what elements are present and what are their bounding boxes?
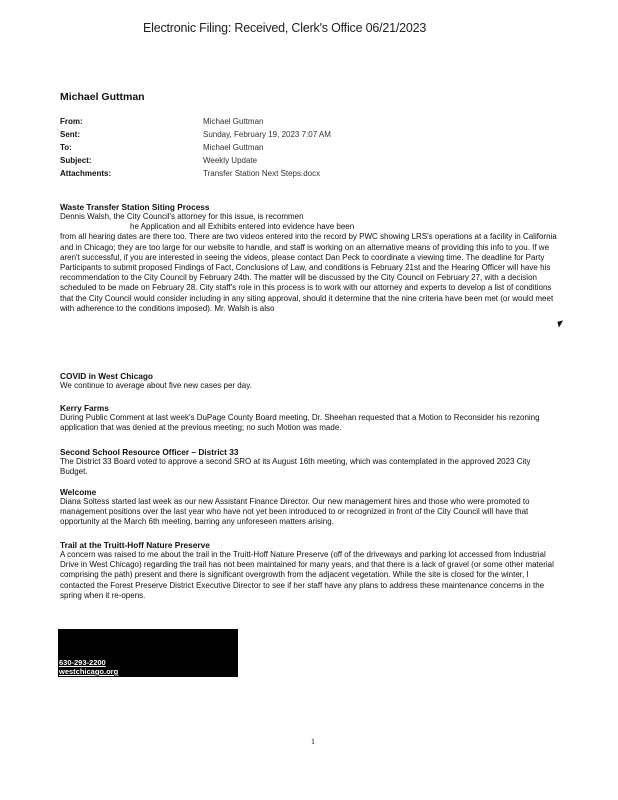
section-title: Second School Resource Officer – District 33 — [60, 447, 239, 457]
section-title: Kerry Farms — [60, 403, 109, 413]
section-sro — [60, 447, 560, 477]
section-covid — [60, 371, 560, 391]
header-row-to — [60, 141, 331, 154]
section-trail — [60, 540, 560, 601]
signature-phone: 630-293-2200 — [59, 658, 106, 667]
header-row-subject — [60, 154, 331, 167]
header-row-attachments — [60, 167, 331, 180]
section-kerry-farms — [60, 403, 560, 433]
header-label: From: — [60, 117, 83, 126]
section-body: During Public Comment at last week's DuPage County Board meeting, Dr. Sheehan requested that a Motion to Reconsider his rezoning application that was denied at the previous meeting; no such Motion was made. — [60, 413, 540, 433]
header-row-sent — [60, 128, 331, 141]
section-title: COVID in West Chicago — [60, 371, 153, 381]
header-value: Michael Guttman — [203, 143, 264, 152]
header-label: Attachments: — [60, 169, 112, 178]
section-line: he Application and all Exhibits entered into evidence have been — [130, 222, 355, 232]
section-body: from all hearing dates are there too. There are two videos entered into the record by PWC showing LRS's operations at a facility in California and in Chicago; they are too large for our website to handle, and staff is working on an alternative means of providing this info to you. If we aren't successful, if you are interested in seeing the videos, please contact Dan Peck to coordinate a viewing time. The deadline for Party Participants to submit proposed Findings of Fact, Conclusions of Law, and conditions is February 21st and the Hearing Officer will have his recommendation to the City Council by February 24th. The matter will be discussed by the City Council on February 27, with a decision scheduled to be made on February 28. City staff's role in this process is to work with our attorney and experts to develop a list of conditions that the City Council would consider including in any siting approval, should it determine that the nine criteria have been met (or would meet with adherence to the conditions imposed). Mr. Walsh is also — [60, 232, 557, 313]
section-body: We continue to average about five new cases per day. — [60, 381, 252, 390]
header-label: Subject: — [60, 156, 92, 165]
header-row-from — [60, 115, 331, 128]
signature-email-link[interactable]: westchicago.org — [59, 667, 119, 676]
page-number: 1 — [311, 737, 315, 746]
section-body: Diana Soltess started last week as our new Assistant Finance Director. Our new management hires and those who were promoted to management positions over the last year who have not yet been introduced to or recognized in front of the City Council will have that opportunity at the March 6th meeting, barring any unforeseen matters arising. — [60, 497, 530, 527]
header-value: Sunday, February 19, 2023 7:07 AM — [203, 130, 331, 139]
section-title: Welcome — [60, 487, 97, 497]
section-welcome — [60, 487, 560, 528]
section-body: A concern was raised to me about the trail in the Truitt-Hoff Nature Preserve (off of the driveways and parking lot accessed from Industrial Drive in West Chicago) regarding the trail has not been maintained for many years, and that there is a lack of gravel (or some other material comprising the path) present and there is significant overgrowth from the adjacent vegetation. While the site is closed for the winter, I contacted the Forest Preserve District Executive Director to see if her staff have any plans to address these maintenance concerns in the spring when it re-opens. — [60, 550, 554, 600]
header-value: Michael Guttman — [203, 117, 264, 126]
header-label: To: — [60, 143, 72, 152]
section-body: The District 33 Board voted to approve a second SRO at its August 16th meeting, which was contemplated in the approved 2023 City Budget. — [60, 457, 531, 477]
signature-block — [59, 658, 118, 676]
sender-name: Michael Guttman — [60, 91, 145, 103]
section-title: Waste Transfer Station Siting Process — [60, 202, 210, 212]
section-title: Trail at the Truitt-Hoff Nature Preserve — [60, 540, 210, 550]
header-label: Sent: — [60, 130, 80, 139]
header-value: Weekly Update — [203, 156, 258, 165]
section-line: Dennis Walsh, the City Council's attorney for this issue, is recommen — [60, 212, 304, 221]
cursor-marker-icon — [557, 320, 564, 327]
section-waste-transfer — [60, 202, 560, 314]
email-header — [60, 115, 331, 180]
filing-stamp: Electronic Filing: Received, Clerk's Office 06/21/2023 — [143, 21, 427, 35]
attachment-link[interactable]: Transfer Station Next Steps.docx — [203, 169, 321, 178]
